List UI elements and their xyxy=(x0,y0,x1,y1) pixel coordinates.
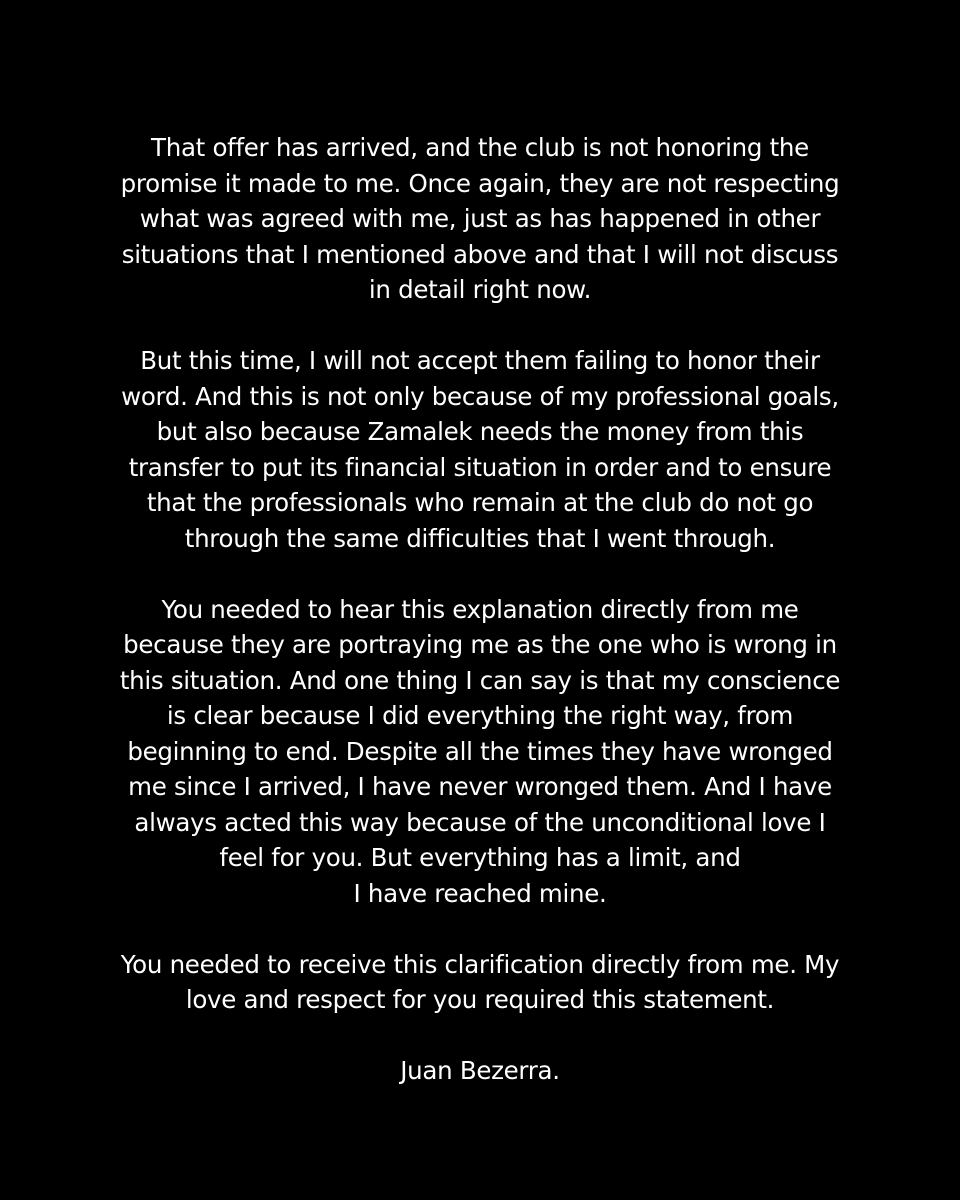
signature xyxy=(0,1053,960,1089)
signature-name: Juan Bezerra. xyxy=(400,1056,560,1085)
text-line: this situation. And one thing I can say is that my conscience xyxy=(119,665,841,695)
text-line: me since I arrived, I have never wronged them. And I have xyxy=(128,772,832,801)
text-line: what was agreed with me, just as has happened in other xyxy=(139,204,821,233)
text-line: That offer has arrived, and the club is not honoring the xyxy=(151,133,809,162)
paragraph-clarification xyxy=(0,947,960,1018)
text-line: but also because Zamalek needs the money from this xyxy=(156,417,804,446)
paragraph-honor xyxy=(0,343,960,556)
text-line: You needed to hear this explanation directly from me xyxy=(161,594,799,624)
paragraph-explanation xyxy=(0,592,960,912)
text-line: because they are portraying me as the one who is wrong in xyxy=(123,630,837,659)
text-line: transfer to put its financial situation in order and to ensure xyxy=(128,452,832,482)
text-line: always acted this way because of the unconditional love I xyxy=(134,807,826,837)
text-line: love and respect for you required this statement. xyxy=(185,985,775,1014)
statement-text xyxy=(0,130,960,1089)
text-line: beginning to end. Despite all the times they have wronged xyxy=(127,736,833,766)
text-line: feel for you. But everything has a limit, and xyxy=(219,843,741,872)
text-line: through the same difficulties that I went through. xyxy=(184,523,776,553)
text-line: word. And this is not only because of my professional goals, xyxy=(121,381,839,411)
text-line: that the professionals who remain at the club do not go xyxy=(146,488,814,517)
text-line: But this time, I will not accept them failing to honor their xyxy=(140,346,820,375)
text-line: in detail right now. xyxy=(368,275,592,304)
paragraph-offer xyxy=(0,130,960,308)
text-line: is clear because I did everything the right way, from xyxy=(166,701,794,730)
text-line: I have reached mine. xyxy=(353,878,607,908)
text-line: situations that I mentioned above and that I will not discuss xyxy=(121,239,839,269)
text-line: You needed to receive this clarification directly from me. My xyxy=(120,949,840,979)
text-line: promise it made to me. Once again, they are not respecting xyxy=(120,168,840,198)
